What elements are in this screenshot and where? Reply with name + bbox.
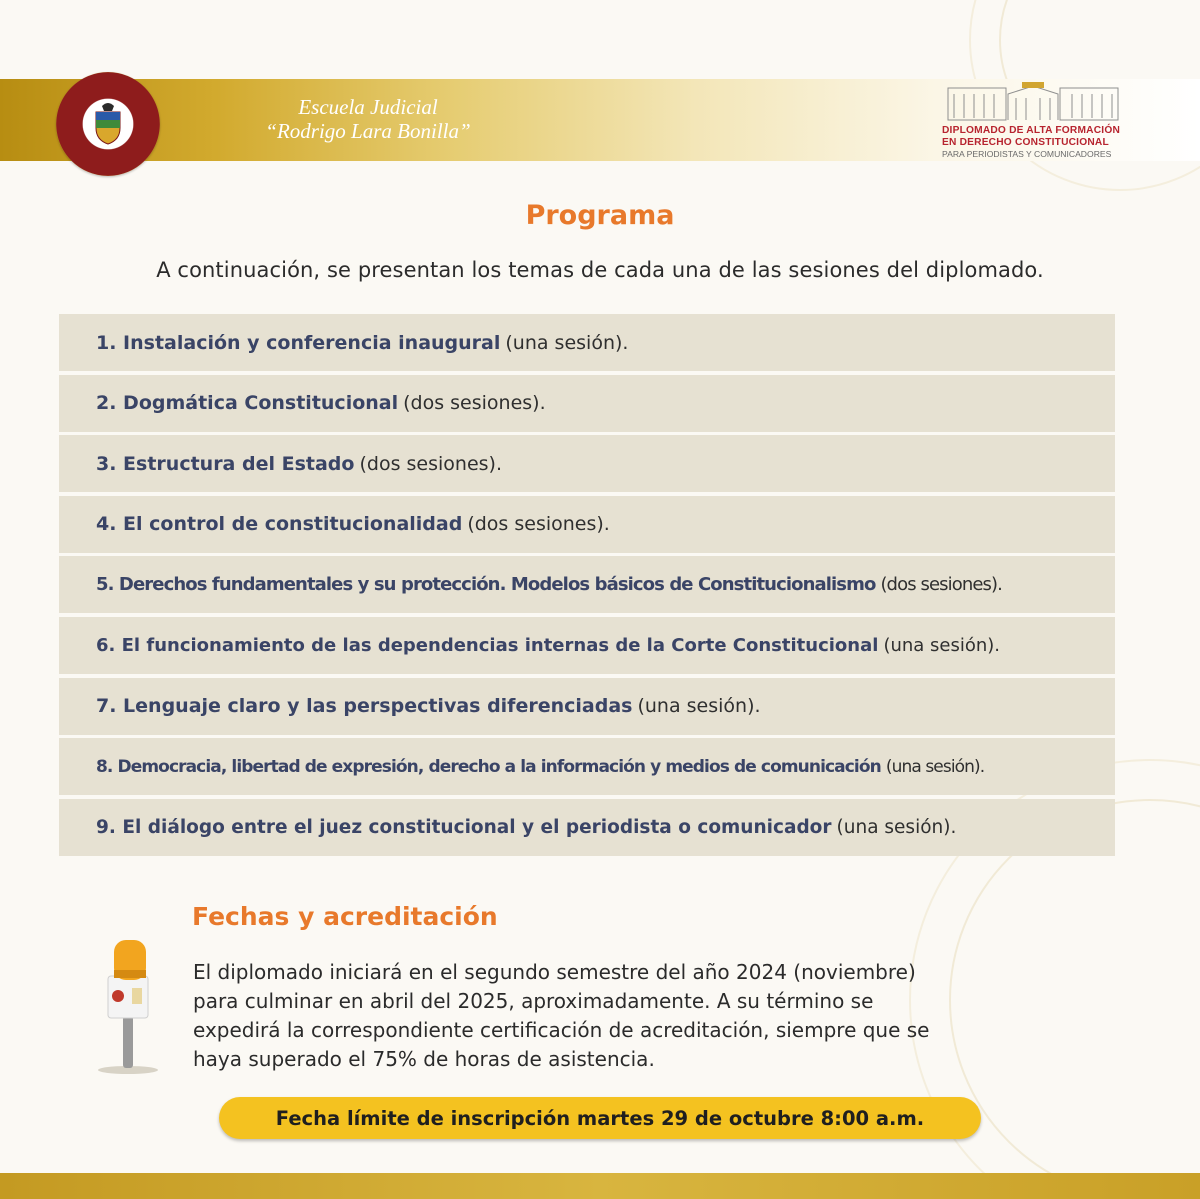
coat-of-arms-icon (90, 102, 126, 146)
session-row (59, 375, 1115, 432)
session-row (59, 314, 1115, 371)
session-count: (una sesión). (883, 634, 1001, 656)
diploma-title (942, 125, 1128, 160)
session-topic: 9. El diálogo entre el juez constitucional y el periodista o comunicador (96, 816, 832, 838)
session-topic: 5. Derechos fundamentales y su protección. Modelos básicos de Constitucionalismo (96, 574, 876, 596)
registration-deadline-banner: Fecha límite de inscripción martes 29 de octubre 8:00 a.m. (219, 1097, 981, 1139)
session-row (59, 556, 1115, 613)
session-topic: 8. Democracia, libertad de expresión, derecho a la información y medios de comunicación (96, 756, 881, 777)
diploma-subtitle: PARA PERIODISTAS Y COMUNICADORES (942, 149, 1112, 159)
session-topic: 1. Instalación y conferencia inaugural (96, 331, 501, 354)
diploma-title-line1: DIPLOMADO DE ALTA FORMACIÓN (942, 125, 1121, 136)
microphone-icon (96, 936, 176, 1076)
session-list (59, 314, 1115, 859)
session-count: (una sesión). (637, 695, 761, 718)
dates-line: expedirá la correspondiente certificación de acreditación, siempre que se (193, 1018, 930, 1042)
diploma-title-line2: EN DERECHO CONSTITUCIONAL (942, 137, 1109, 148)
session-row (59, 678, 1115, 735)
session-count: (dos sesiones). (403, 392, 546, 415)
school-name-line1: Escuela Judicial (298, 95, 438, 119)
corte-constitucional-seal-icon (56, 72, 160, 176)
session-count: (dos sesiones). (467, 513, 610, 536)
session-topic: 7. Lenguaje claro y las perspectivas diferenciadas (96, 695, 633, 718)
school-name (248, 95, 488, 143)
session-count: (una sesión). (505, 331, 629, 354)
program-intro: A continuación, se presentan los temas de cada una de las sesiones del diplomado. (156, 258, 1044, 282)
session-topic: 6. El funcionamiento de las dependencias internas de la Corte Constitucional (96, 634, 879, 656)
session-topic: 2. Dogmática Constitucional (96, 392, 399, 415)
session-row (59, 617, 1115, 674)
session-row (59, 496, 1115, 553)
session-count: (una sesión). (885, 756, 985, 777)
session-count: (una sesión). (836, 816, 957, 838)
program-title: Programa (525, 200, 675, 231)
dates-line: para culminar en abril del 2025, aproximadamente. A su término se (193, 989, 874, 1013)
session-topic: 3. Estructura del Estado (96, 452, 355, 475)
dates-title: Fechas y acreditación (192, 902, 498, 931)
dates-description (193, 958, 1073, 1074)
session-row (59, 799, 1115, 856)
school-name-line2: “Rodrigo Lara Bonilla” (265, 119, 471, 143)
session-topic: 4. El control de constitucionalidad (96, 513, 463, 536)
dates-line: El diplomado iniciará en el segundo semestre del año 2024 (noviembre) (193, 960, 916, 984)
session-row (59, 738, 1115, 795)
session-row (59, 435, 1115, 492)
dates-line: haya superado el 75% de horas de asistencia. (193, 1047, 655, 1071)
footer-band (0, 1173, 1200, 1199)
session-count: (dos sesiones). (880, 574, 1002, 596)
session-count: (dos sesiones). (359, 452, 502, 475)
